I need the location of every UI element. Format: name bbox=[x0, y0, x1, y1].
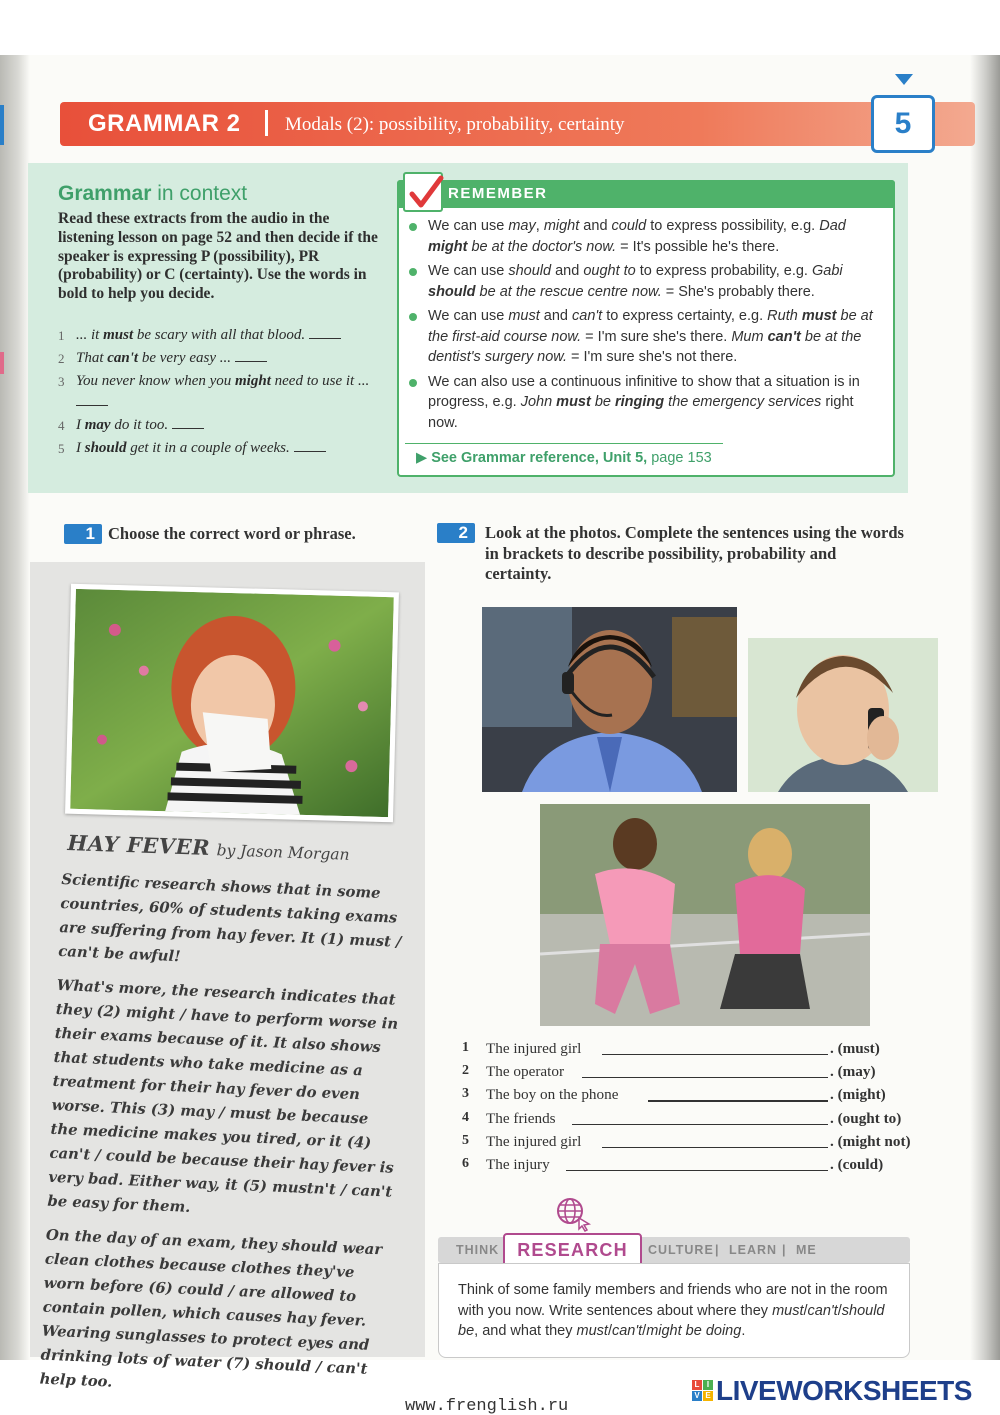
think-label: THINK bbox=[456, 1243, 500, 1257]
globe-cursor-icon bbox=[553, 1196, 593, 1237]
grammar-subtitle: Modals (2): possibility, probability, certainty bbox=[285, 114, 625, 135]
answer-blank[interactable] bbox=[235, 352, 267, 362]
remember-rules bbox=[405, 216, 883, 437]
sentence-row: 4 The friends . (ought to) bbox=[462, 1109, 902, 1127]
logo-letter: I bbox=[703, 1380, 713, 1390]
exercise-2-badge: 2 bbox=[437, 523, 475, 543]
unit-arrow-icon bbox=[895, 74, 913, 85]
article-paragraph: What's more, the research indicates that they (2) might / have to perform worse in their exams because of it. It also shows that students who take medicine as a treatment for their hay fever do even worse. This (3) may / must be because the medicine makes you tired, or it (4) can't / could be because their hay fever is very bad. Either way, it (5) mustn't / can't be easy for them. bbox=[47, 976, 399, 1216]
extracts-list bbox=[58, 325, 388, 461]
answer-line[interactable] bbox=[648, 1100, 828, 1101]
photo-boy-on-phone bbox=[748, 638, 938, 792]
logo-letter: V bbox=[692, 1391, 702, 1401]
exercise-2-sentences bbox=[462, 1040, 932, 1179]
answer-blank[interactable] bbox=[172, 419, 204, 429]
exercise-1-badge: 1 bbox=[64, 524, 102, 544]
article-title: HAY FEVER by Jason Morgan bbox=[67, 830, 350, 864]
photo-girl-sneezing bbox=[65, 584, 399, 823]
research-task-text: Think of some family members and friends who are not in the room with you now. Write sentences about where they must/can't/should be, and what they must/can't/might be doing. bbox=[458, 1282, 888, 1339]
answer-line[interactable] bbox=[602, 1054, 828, 1055]
learn-label: LEARN bbox=[729, 1243, 778, 1257]
answer-line[interactable] bbox=[572, 1124, 828, 1125]
header-separator bbox=[265, 110, 268, 136]
sentence-row: 3 The boy on the phone . (might) bbox=[462, 1086, 886, 1104]
logo-letter: E bbox=[703, 1391, 713, 1401]
logo-grid-icon bbox=[692, 1380, 714, 1402]
sentence-row: 5 The injured girl . (might not) bbox=[462, 1132, 911, 1150]
extract-item: 2 That can't be very easy ... bbox=[58, 348, 388, 369]
answer-line[interactable] bbox=[602, 1147, 828, 1148]
extract-item: 4 I may do it too. bbox=[58, 415, 388, 436]
answer-blank[interactable] bbox=[76, 396, 108, 406]
grammar-in-context-title: Grammar in context bbox=[58, 182, 248, 205]
answer-blank[interactable] bbox=[294, 442, 326, 452]
bar-separator: | bbox=[782, 1243, 787, 1257]
grammar-reference-link[interactable]: ▶ See Grammar reference, Unit 5, page 153 bbox=[416, 450, 712, 466]
logo-letter: L bbox=[692, 1380, 702, 1390]
answer-line[interactable] bbox=[582, 1077, 828, 1078]
extract-item: 3 You never know when you might need to use it ... bbox=[58, 371, 388, 413]
sentence-row: 1 The injured girl . (must) bbox=[462, 1040, 880, 1057]
article-paragraph: On the day of an exam, they should wear clean clothes because clothes they've worn before (6) could / are allowed to contain pollen, which causes hay fever. Wearing sunglasses to protect eyes and drinking lots of water (7) should / can't help too. bbox=[39, 1226, 383, 1391]
logo-text: LIVEWORKSHEETS bbox=[716, 1375, 972, 1406]
remember-rule: We can use should and ought to to express probability, e.g. Gabi should be at the rescue centre now. = She's probably there. bbox=[405, 261, 883, 302]
answer-blank[interactable] bbox=[309, 329, 341, 339]
checkmark-icon bbox=[403, 172, 443, 212]
liveworksheets-logo bbox=[692, 1377, 992, 1409]
sentence-row: 6 The injury . (could) bbox=[462, 1155, 884, 1173]
culture-label: CULTURE bbox=[648, 1243, 714, 1257]
page-fold-shadow-right bbox=[970, 55, 1000, 1360]
sentence-row: 2 The operator . (may) bbox=[462, 1063, 876, 1081]
remember-label: REMEMBER bbox=[448, 185, 548, 202]
article-paragraph: Scientific research shows that in some countries, 60% of students taking exams are suffering from hay fever. It (1) must / can't be awful! bbox=[57, 870, 402, 966]
arrow-right-icon: ▶ bbox=[416, 450, 428, 466]
remember-rule: We can use may, might and could to express possibility, e.g. Dad might be at the doctor's now. = It's possible he's there. bbox=[405, 216, 883, 257]
article-body bbox=[39, 868, 407, 1415]
grammar-title: GRAMMAR 2 bbox=[88, 110, 241, 137]
answer-line[interactable] bbox=[566, 1170, 828, 1171]
extract-item: 5 I should get it in a couple of weeks. bbox=[58, 438, 388, 459]
extract-item: 1 ... it must be scary with all that blood. bbox=[58, 325, 388, 346]
page-fold-shadow-left bbox=[0, 55, 30, 1360]
photo-operator-headset bbox=[482, 607, 737, 792]
grammar-in-context-intro: Read these extracts from the audio in the listening lesson on page 52 and then decide if the speaker is expressing P (possibility), PR (probability) or C (certainty). Use the words in bold to help you decide. bbox=[58, 210, 378, 303]
unit-number-box: 5 bbox=[871, 95, 935, 153]
bar-separator: | bbox=[715, 1243, 720, 1257]
edge-tab-blue bbox=[0, 105, 4, 145]
remember-rule: We can use must and can't to express certainty, e.g. Ruth must be at the first-aid course now. = I'm sure she's there. Mum can't be at the dentist's surgery now. = I'm sure she's not there. bbox=[405, 306, 883, 368]
remember-rule: We can also use a continuous infinitive to show that a situation is in progress, e.g. John must be ringing the emergency services right now. bbox=[405, 372, 883, 434]
research-tab: RESEARCH bbox=[503, 1233, 642, 1267]
edge-tab-pink bbox=[0, 352, 4, 374]
remember-divider bbox=[405, 443, 723, 444]
photo-injured-runner bbox=[540, 804, 870, 1026]
footer-url: www.frenglish.ru bbox=[405, 1397, 569, 1415]
me-label: ME bbox=[796, 1243, 817, 1257]
exercise-1-instruction: Choose the correct word or phrase. bbox=[108, 524, 356, 543]
exercise-2-instruction: Look at the photos. Complete the sentences using the words in brackets to describe possibility, probability and certainty. bbox=[485, 523, 904, 583]
